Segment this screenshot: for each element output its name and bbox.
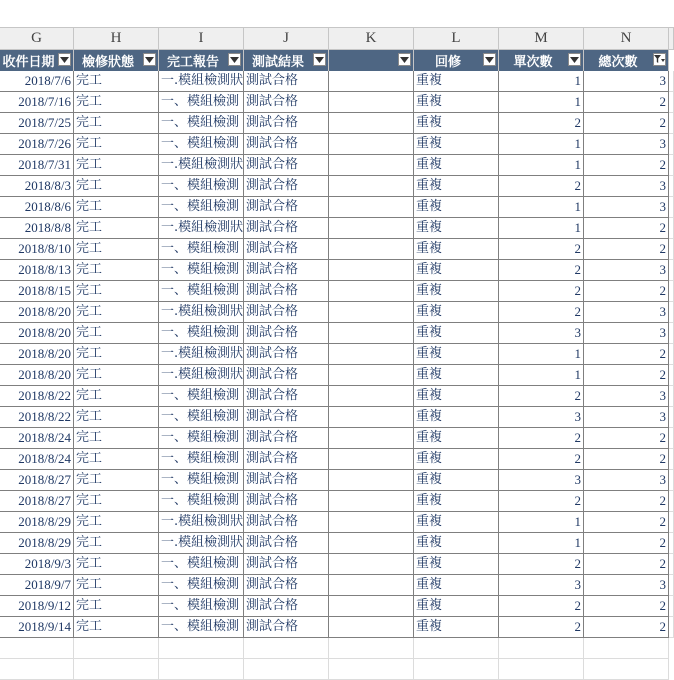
cell-m[interactable]: 1: [499, 512, 584, 533]
cell-n[interactable]: 2: [584, 92, 669, 113]
header-cell-i[interactable]: [159, 50, 244, 71]
cell-empty: [669, 575, 674, 596]
cell-k[interactable]: [329, 239, 414, 260]
cell-i[interactable]: 一、模組檢測: [159, 407, 244, 428]
cell-k[interactable]: [329, 155, 414, 176]
cell-g[interactable]: 2018/8/29: [0, 512, 74, 533]
filter-dropdown-icon[interactable]: [228, 53, 241, 66]
cell-m[interactable]: 2: [499, 281, 584, 302]
cell-k[interactable]: [329, 617, 414, 638]
cell-empty: [669, 428, 674, 449]
cell-k[interactable]: [329, 197, 414, 218]
cell-l[interactable]: 重複: [414, 323, 499, 344]
cell-empty: [669, 134, 674, 155]
cell-g[interactable]: 2018/8/24: [0, 428, 74, 449]
cell-i[interactable]: 一、模組檢測: [159, 176, 244, 197]
header-label: 單次數: [513, 55, 553, 70]
cell-j[interactable]: 測試合格: [244, 281, 329, 302]
cell-h[interactable]: 完工: [74, 491, 159, 512]
cell-n[interactable]: 3: [584, 323, 669, 344]
cell-k[interactable]: [329, 323, 414, 344]
cell-k[interactable]: [329, 386, 414, 407]
cell-n[interactable]: 2: [584, 218, 669, 239]
cell-j[interactable]: 測試合格: [244, 218, 329, 239]
cell-h[interactable]: 完工: [74, 155, 159, 176]
cell-k[interactable]: [329, 71, 414, 92]
cell-l[interactable]: 重複: [414, 218, 499, 239]
cell-n[interactable]: 2: [584, 428, 669, 449]
cell-g[interactable]: 2018/8/22: [0, 386, 74, 407]
cell-n[interactable]: 2: [584, 512, 669, 533]
cell-g[interactable]: 2018/8/22: [0, 407, 74, 428]
cell-l[interactable]: 重複: [414, 470, 499, 491]
header-label: 檢修狀態: [81, 55, 134, 70]
cell-j[interactable]: 測試合格: [244, 260, 329, 281]
cell-n[interactable]: 2: [584, 596, 669, 617]
column-header-g[interactable]: G: [0, 28, 74, 50]
header-cell-n[interactable]: [584, 50, 669, 71]
cell-l[interactable]: 重複: [414, 260, 499, 281]
cell-m[interactable]: 1: [499, 71, 584, 92]
cell-m[interactable]: 2: [499, 617, 584, 638]
cell-g[interactable]: 2018/9/14: [0, 617, 74, 638]
cell-i[interactable]: 一、模組檢測: [159, 197, 244, 218]
cell-j[interactable]: 測試合格: [244, 134, 329, 155]
cell-n[interactable]: 3: [584, 176, 669, 197]
cell-g[interactable]: 2018/9/7: [0, 575, 74, 596]
cell-j[interactable]: 測試合格: [244, 386, 329, 407]
filter-dropdown-icon[interactable]: [313, 53, 326, 66]
cell-l[interactable]: 重複: [414, 134, 499, 155]
cell-l[interactable]: 重複: [414, 512, 499, 533]
cell-n[interactable]: 3: [584, 407, 669, 428]
cell-i[interactable]: 一.模組檢測狀: [159, 302, 244, 323]
cell-g[interactable]: 2018/8/29: [0, 533, 74, 554]
header-cell-l[interactable]: [414, 50, 499, 71]
cell-k[interactable]: [329, 428, 414, 449]
filter-dropdown-icon[interactable]: [398, 53, 411, 66]
header-cell-g[interactable]: [0, 50, 74, 71]
cell-m[interactable]: 1: [499, 218, 584, 239]
cell-i[interactable]: 一、模組檢測: [159, 92, 244, 113]
cell-m[interactable]: 2: [499, 302, 584, 323]
cell-g[interactable]: 2018/7/31: [0, 155, 74, 176]
cell-i[interactable]: 一、模組檢測: [159, 323, 244, 344]
cell-g[interactable]: 2018/8/20: [0, 302, 74, 323]
cell-l[interactable]: 重複: [414, 596, 499, 617]
cell-j[interactable]: 測試合格: [244, 491, 329, 512]
cell-k[interactable]: [329, 92, 414, 113]
cell-j[interactable]: 測試合格: [244, 323, 329, 344]
filter-dropdown-icon[interactable]: [58, 53, 71, 66]
cell-i[interactable]: 一、模組檢測: [159, 260, 244, 281]
cell-l[interactable]: 重複: [414, 176, 499, 197]
cell-empty: [669, 71, 674, 92]
cell-j[interactable]: 測試合格: [244, 344, 329, 365]
cell-m[interactable]: 3: [499, 407, 584, 428]
column-header-i[interactable]: I: [159, 28, 244, 50]
cell-empty: [669, 365, 674, 386]
cell-g[interactable]: 2018/7/26: [0, 134, 74, 155]
filter-dropdown-icon[interactable]: [143, 53, 156, 66]
cell-g[interactable]: 2018/8/6: [0, 197, 74, 218]
header-cell-h[interactable]: [74, 50, 159, 71]
cell-n[interactable]: 2: [584, 344, 669, 365]
cell-h[interactable]: 完工: [74, 134, 159, 155]
cell-h[interactable]: 完工: [74, 92, 159, 113]
column-header-h[interactable]: H: [74, 28, 159, 50]
cell-empty: [0, 659, 74, 680]
cell-i[interactable]: 一.模組檢測狀: [159, 218, 244, 239]
cell-n[interactable]: 2: [584, 449, 669, 470]
cell-i[interactable]: 一、模組檢測: [159, 596, 244, 617]
cell-l[interactable]: 重複: [414, 281, 499, 302]
cell-h[interactable]: 完工: [74, 344, 159, 365]
cell-i[interactable]: 一.模組檢測狀: [159, 512, 244, 533]
cell-empty: [669, 554, 674, 575]
cell-h[interactable]: 完工: [74, 575, 159, 596]
cell-empty: [499, 659, 584, 680]
cell-l[interactable]: 重複: [414, 554, 499, 575]
cell-empty: [669, 176, 674, 197]
cell-j[interactable]: 測試合格: [244, 365, 329, 386]
cell-k[interactable]: [329, 218, 414, 239]
cell-empty: [669, 617, 674, 638]
cell-h[interactable]: 完工: [74, 512, 159, 533]
cell-m[interactable]: 1: [499, 533, 584, 554]
cell-j[interactable]: 測試合格: [244, 239, 329, 260]
cell-h[interactable]: 完工: [74, 218, 159, 239]
cell-l[interactable]: 重複: [414, 302, 499, 323]
cell-n[interactable]: 3: [584, 197, 669, 218]
cell-empty: [74, 659, 159, 680]
cell-j[interactable]: 測試合格: [244, 71, 329, 92]
cell-empty: [669, 491, 674, 512]
cell-l[interactable]: 重複: [414, 365, 499, 386]
cell-n[interactable]: 2: [584, 281, 669, 302]
cell-g[interactable]: 2018/8/20: [0, 323, 74, 344]
cell-m[interactable]: 2: [499, 260, 584, 281]
cell-i[interactable]: 一、模組檢測: [159, 554, 244, 575]
cell-j[interactable]: 測試合格: [244, 554, 329, 575]
cell-h[interactable]: 完工: [74, 71, 159, 92]
cell-j[interactable]: 測試合格: [244, 512, 329, 533]
cell-n[interactable]: 2: [584, 491, 669, 512]
cell-empty: [584, 659, 669, 680]
cell-j[interactable]: 測試合格: [244, 302, 329, 323]
cell-h[interactable]: 完工: [74, 239, 159, 260]
cell-g[interactable]: 2018/7/25: [0, 113, 74, 134]
cell-i[interactable]: 一、模組檢測: [159, 575, 244, 596]
cell-k[interactable]: [329, 176, 414, 197]
cell-empty: [244, 659, 329, 680]
cell-l[interactable]: 重複: [414, 239, 499, 260]
cell-m[interactable]: 3: [499, 575, 584, 596]
cell-m[interactable]: 3: [499, 470, 584, 491]
cell-m[interactable]: 2: [499, 554, 584, 575]
cell-empty: [669, 512, 674, 533]
formula-bar-area: [0, 0, 674, 28]
cell-n[interactable]: 3: [584, 71, 669, 92]
cell-l[interactable]: 重複: [414, 575, 499, 596]
cell-l[interactable]: 重複: [414, 113, 499, 134]
cell-i[interactable]: 一、模組檢測: [159, 134, 244, 155]
cell-h[interactable]: 完工: [74, 260, 159, 281]
cell-n[interactable]: 3: [584, 470, 669, 491]
cell-h[interactable]: 完工: [74, 428, 159, 449]
cell-m[interactable]: 2: [499, 428, 584, 449]
header-cell-m[interactable]: [499, 50, 584, 71]
header-label: 完工報告: [166, 55, 219, 70]
cell-n[interactable]: 3: [584, 575, 669, 596]
cell-m[interactable]: 1: [499, 92, 584, 113]
cell-j[interactable]: 測試合格: [244, 575, 329, 596]
header-label: 收件日期: [2, 55, 55, 70]
cell-m[interactable]: 1: [499, 134, 584, 155]
cell-h[interactable]: 完工: [74, 617, 159, 638]
cell-k[interactable]: [329, 134, 414, 155]
cell-m[interactable]: 1: [499, 197, 584, 218]
cell-g[interactable]: 2018/8/13: [0, 260, 74, 281]
cell-m[interactable]: 2: [499, 491, 584, 512]
cell-k[interactable]: [329, 554, 414, 575]
cell-m[interactable]: 2: [499, 596, 584, 617]
cell-l[interactable]: 重複: [414, 491, 499, 512]
cell-empty: [669, 596, 674, 617]
cell-j[interactable]: 測試合格: [244, 197, 329, 218]
cell-m[interactable]: 2: [499, 386, 584, 407]
cell-g[interactable]: 2018/7/16: [0, 92, 74, 113]
cell-k[interactable]: [329, 596, 414, 617]
cell-empty: [669, 470, 674, 491]
cell-empty: [669, 533, 674, 554]
cell-i[interactable]: 一、模組檢測: [159, 113, 244, 134]
cell-empty: [669, 323, 674, 344]
filter-dropdown-icon[interactable]: [568, 53, 581, 66]
cell-k[interactable]: [329, 470, 414, 491]
cell-n[interactable]: 2: [584, 239, 669, 260]
filter-active-icon[interactable]: [653, 53, 666, 66]
cell-h[interactable]: 完工: [74, 596, 159, 617]
cell-j[interactable]: 測試合格: [244, 470, 329, 491]
cell-empty: [669, 302, 674, 323]
cell-m[interactable]: 2: [499, 239, 584, 260]
column-header-j[interactable]: J: [244, 28, 329, 50]
cell-k[interactable]: [329, 281, 414, 302]
cell-h[interactable]: 完工: [74, 533, 159, 554]
cell-k[interactable]: [329, 302, 414, 323]
cell-g[interactable]: 2018/8/20: [0, 344, 74, 365]
cell-h[interactable]: 完工: [74, 113, 159, 134]
cell-h[interactable]: 完工: [74, 197, 159, 218]
header-cell-j[interactable]: [244, 50, 329, 71]
cell-n[interactable]: 2: [584, 554, 669, 575]
cell-h[interactable]: 完工: [74, 281, 159, 302]
cell-i[interactable]: 一.模組檢測狀: [159, 71, 244, 92]
cell-i[interactable]: 一、模組檢測: [159, 617, 244, 638]
cell-empty: [669, 260, 674, 281]
cell-j[interactable]: 測試合格: [244, 533, 329, 554]
cell-empty: [329, 659, 414, 680]
cell-i[interactable]: 一.模組檢測狀: [159, 155, 244, 176]
cell-i[interactable]: 一、模組檢測: [159, 428, 244, 449]
cell-empty: [669, 92, 674, 113]
cell-j[interactable]: 測試合格: [244, 92, 329, 113]
cell-empty: [159, 659, 244, 680]
cell-k[interactable]: [329, 575, 414, 596]
cell-n[interactable]: 2: [584, 533, 669, 554]
column-header-empty: [669, 28, 674, 50]
cell-g[interactable]: 2018/8/20: [0, 365, 74, 386]
cell-l[interactable]: 重複: [414, 344, 499, 365]
cell-k[interactable]: [329, 533, 414, 554]
cell-h[interactable]: 完工: [74, 176, 159, 197]
cell-l[interactable]: 重複: [414, 197, 499, 218]
cell-j[interactable]: 測試合格: [244, 113, 329, 134]
cell-k[interactable]: [329, 260, 414, 281]
cell-k[interactable]: [329, 344, 414, 365]
filter-dropdown-icon[interactable]: [483, 53, 496, 66]
cell-h[interactable]: 完工: [74, 365, 159, 386]
cell-j[interactable]: 測試合格: [244, 155, 329, 176]
cell-l[interactable]: 重複: [414, 449, 499, 470]
column-header-l[interactable]: L: [414, 28, 499, 50]
cell-k[interactable]: [329, 365, 414, 386]
cell-i[interactable]: 一、模組檢測: [159, 470, 244, 491]
cell-h[interactable]: 完工: [74, 323, 159, 344]
cell-l[interactable]: 重複: [414, 428, 499, 449]
column-header-k[interactable]: K: [329, 28, 414, 50]
cell-n[interactable]: 3: [584, 302, 669, 323]
cell-m[interactable]: 1: [499, 344, 584, 365]
cell-k[interactable]: [329, 512, 414, 533]
cell-g[interactable]: 2018/8/3: [0, 176, 74, 197]
cell-l[interactable]: 重複: [414, 386, 499, 407]
cell-k[interactable]: [329, 407, 414, 428]
cell-empty: [669, 113, 674, 134]
cell-n[interactable]: 2: [584, 365, 669, 386]
cell-h[interactable]: 完工: [74, 386, 159, 407]
cell-i[interactable]: 一、模組檢測: [159, 491, 244, 512]
cell-n[interactable]: 3: [584, 260, 669, 281]
cell-l[interactable]: 重複: [414, 533, 499, 554]
cell-g[interactable]: 2018/8/8: [0, 218, 74, 239]
cell-i[interactable]: 一、模組檢測: [159, 239, 244, 260]
cell-m[interactable]: 2: [499, 176, 584, 197]
cell-empty: [669, 281, 674, 302]
column-header-n[interactable]: N: [584, 28, 669, 50]
header-label: 回修: [434, 55, 461, 70]
cell-m[interactable]: 1: [499, 155, 584, 176]
cell-g[interactable]: 2018/8/15: [0, 281, 74, 302]
cell-m[interactable]: 2: [499, 113, 584, 134]
cell-g[interactable]: 2018/8/27: [0, 470, 74, 491]
cell-j[interactable]: 測試合格: [244, 176, 329, 197]
cell-j[interactable]: 測試合格: [244, 617, 329, 638]
cell-i[interactable]: 一.模組檢測狀: [159, 533, 244, 554]
cell-empty: [669, 407, 674, 428]
cell-h[interactable]: 完工: [74, 470, 159, 491]
cell-n[interactable]: 2: [584, 113, 669, 134]
cell-n[interactable]: 2: [584, 617, 669, 638]
cell-h[interactable]: 完工: [74, 407, 159, 428]
cell-h[interactable]: 完工: [74, 554, 159, 575]
cell-empty: [669, 449, 674, 470]
cell-l[interactable]: 重複: [414, 71, 499, 92]
cell-i[interactable]: 一、模組檢測: [159, 449, 244, 470]
cell-g[interactable]: 2018/9/12: [0, 596, 74, 617]
cell-n[interactable]: 3: [584, 386, 669, 407]
column-header-m[interactable]: M: [499, 28, 584, 50]
cell-k[interactable]: [329, 491, 414, 512]
cell-i[interactable]: 一、模組檢測: [159, 281, 244, 302]
cell-l[interactable]: 重複: [414, 92, 499, 113]
cell-empty: [669, 239, 674, 260]
cell-empty: [669, 344, 674, 365]
cell-h[interactable]: 完工: [74, 449, 159, 470]
cell-g[interactable]: 2018/8/27: [0, 491, 74, 512]
cell-i[interactable]: 一.模組檢測狀: [159, 344, 244, 365]
cell-empty: [669, 197, 674, 218]
cell-empty: [669, 218, 674, 239]
cell-l[interactable]: 重複: [414, 407, 499, 428]
cell-m[interactable]: 3: [499, 323, 584, 344]
cell-g[interactable]: 2018/9/3: [0, 554, 74, 575]
cell-h[interactable]: 完工: [74, 302, 159, 323]
cell-g[interactable]: 2018/7/6: [0, 71, 74, 92]
header-label: 測試結果: [251, 55, 304, 70]
cell-g[interactable]: 2018/8/10: [0, 239, 74, 260]
cell-empty: [414, 659, 499, 680]
cell-j[interactable]: 測試合格: [244, 428, 329, 449]
cell-empty: [669, 386, 674, 407]
cell-j[interactable]: 測試合格: [244, 596, 329, 617]
cell-m[interactable]: 2: [499, 449, 584, 470]
cell-j[interactable]: 測試合格: [244, 407, 329, 428]
cell-g[interactable]: 2018/8/24: [0, 449, 74, 470]
cell-i[interactable]: 一、模組檢測: [159, 386, 244, 407]
cell-m[interactable]: 1: [499, 365, 584, 386]
cell-k[interactable]: [329, 449, 414, 470]
cell-i[interactable]: 一.模組檢測狀: [159, 365, 244, 386]
header-cell-k[interactable]: [329, 50, 414, 71]
header-label: 總次數: [598, 55, 638, 70]
cell-k[interactable]: [329, 113, 414, 134]
cell-l[interactable]: 重複: [414, 155, 499, 176]
cell-j[interactable]: 測試合格: [244, 449, 329, 470]
cell-n[interactable]: 2: [584, 155, 669, 176]
cell-empty: [669, 155, 674, 176]
cell-l[interactable]: 重複: [414, 617, 499, 638]
cell-n[interactable]: 3: [584, 134, 669, 155]
